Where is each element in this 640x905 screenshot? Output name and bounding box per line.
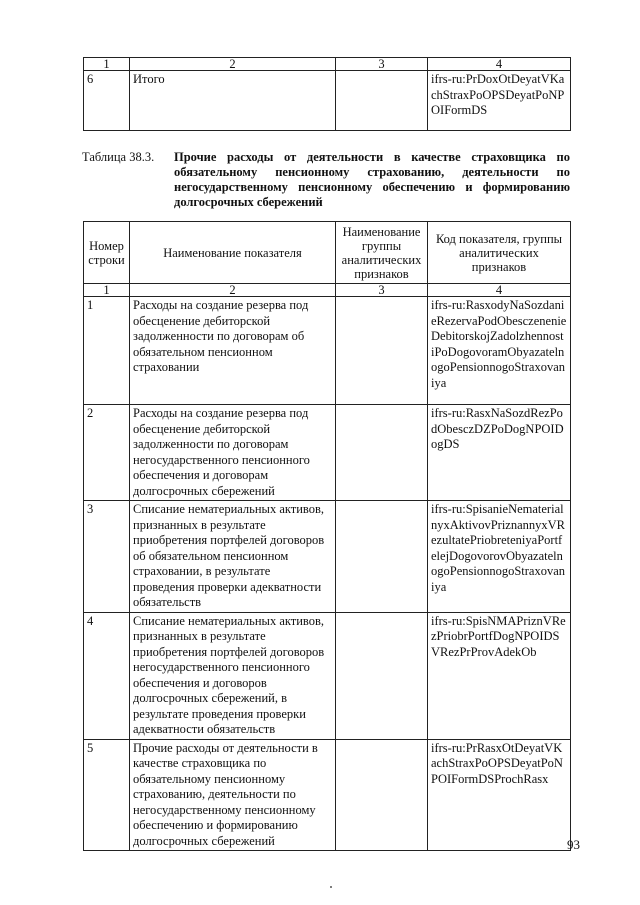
row-number: 4 <box>84 612 130 739</box>
row-number: 2 <box>84 405 130 501</box>
indicator-code: ifrs-ru:RasxodyNaSozdanieRezervaPodObesczenenieDebitorskojZadolzhennostiPoDogovoramObyazatelnogoPensionnogoStraxovaniya <box>428 297 571 405</box>
group-name <box>336 501 428 613</box>
group-name <box>336 739 428 851</box>
header-group-name: Наименование группы аналитических признаков <box>336 222 428 284</box>
column-number: 4 <box>428 284 571 297</box>
row-number: 1 <box>84 297 130 405</box>
table-row <box>84 405 571 501</box>
indicator-code: ifrs-ru:SpisanieNematerialnyxAktivovPriznannyxVRezultatePriobreteniyaPortfelejDogovorovObyazatelnogoPensionnogoStraxovaniya <box>428 501 571 613</box>
expenses-table <box>83 221 571 851</box>
indicator-name: Списание нематериальных активов, признанных в результате приобретения портфелей договоров об обязательном пенсионном страховании, в результате проведения проверки адекватности обязательств <box>130 501 336 613</box>
column-number-row <box>84 284 571 297</box>
column-number: 2 <box>130 58 336 71</box>
column-number: 3 <box>336 58 428 71</box>
indicator-name: Расходы на создание резерва под обесценение дебиторской задолженности по договорам об обязательном пенсионном страховании <box>130 297 336 405</box>
header-row <box>84 222 571 284</box>
table-row <box>84 501 571 613</box>
column-number: 3 <box>336 284 428 297</box>
group-name <box>336 612 428 739</box>
table-row <box>84 71 571 131</box>
group-name <box>336 297 428 405</box>
indicator-name: Итого <box>130 71 336 131</box>
header-row-number: Номер строки <box>84 222 130 284</box>
column-number-row <box>84 58 571 71</box>
indicator-name: Прочие расходы от деятельности в качестве страховщика по обязательному пенсионному страхованию, деятельности по негосударственному пенсионному обеспечению и формированию долгосрочных сбережений <box>130 739 336 851</box>
indicator-name: Списание нематериальных активов, признанных в результате приобретения портфелей договоров негосударственного пенсионного обеспечения и договоров долгосрочных сбережений, в результате проведения проверки адекватности обязательств <box>130 612 336 739</box>
indicator-code: ifrs-ru:PrDoxOtDeyatVKachStraxPoOPSDeyatPoNPOIFormDS <box>428 71 571 131</box>
table-caption-text: Прочие расходы от деятельности в качестве страховщика по обязательному пенсионному страхованию, деятельности по негосударственному пенсионному обеспечению и формированию долгосрочных сбережений <box>174 150 570 209</box>
table-row <box>84 739 571 851</box>
indicator-code: ifrs-ru:RasxNaSozdRezPodObesczDZPoDogNPOIDogDS <box>428 405 571 501</box>
table-caption-label: Таблица 38.3. <box>82 150 155 164</box>
indicator-code: ifrs-ru:PrRasxOtDeyatVKachStraxPoOPSDeyatPoNPOIFormDSProchRasx <box>428 739 571 851</box>
indicator-code: ifrs-ru:SpisNMAPriznVRezPriobrPortfDogNPOIDSVRezPrProvAdekOb <box>428 612 571 739</box>
table-row <box>84 612 571 739</box>
header-indicator-code: Код показателя, группы аналитических признаков <box>428 222 571 284</box>
group-name <box>336 405 428 501</box>
indicator-name: Расходы на создание резерва под обесценение дебиторской задолженности по договорам негосударственного пенсионного обеспечения и договорам долгосрочных сбережений <box>130 405 336 501</box>
row-number: 3 <box>84 501 130 613</box>
continuation-table <box>83 57 571 131</box>
column-number: 1 <box>84 284 130 297</box>
group-name <box>336 71 428 131</box>
table-row <box>84 297 571 405</box>
header-indicator-name: Наименование показателя <box>130 222 336 284</box>
page-number: 93 <box>567 837 580 852</box>
row-number: 5 <box>84 739 130 851</box>
row-number: 6 <box>84 71 130 131</box>
column-number: 4 <box>428 58 571 71</box>
column-number: 2 <box>130 284 336 297</box>
column-number: 1 <box>84 58 130 71</box>
scan-dot <box>330 886 332 888</box>
